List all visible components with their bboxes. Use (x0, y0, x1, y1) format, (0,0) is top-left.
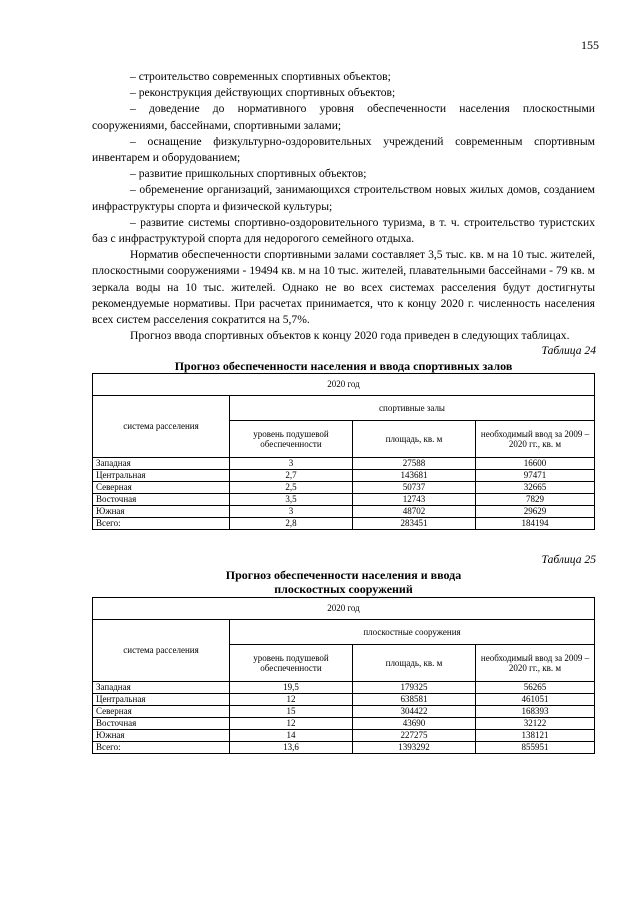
row-area: 50737 (353, 482, 476, 494)
row-level: 2,5 (230, 482, 353, 494)
row-need: 855951 (476, 742, 595, 754)
list-item: – реконструкция действующих спортивных объектов; (130, 86, 396, 100)
row-name: Южная (93, 506, 230, 518)
list-item: – обременение организаций, занимающихся строительством новых жилых домов, созданием инфраструктуры спорта и физической культуры; (92, 183, 595, 213)
row-name: Центральная (93, 694, 230, 706)
table-title-line: Прогноз обеспеченности населения и ввода (225, 568, 462, 582)
table-row-total (93, 518, 595, 530)
table-caption: Таблица 24 (541, 344, 596, 357)
row-name: Восточная (93, 718, 230, 730)
row-area: 12743 (353, 494, 476, 506)
group-header: плоскостные сооружения (230, 620, 595, 645)
page-number: 155 (581, 38, 599, 52)
row-name: Южная (93, 730, 230, 742)
row-level: 3 (230, 506, 353, 518)
row-area: 283451 (353, 518, 476, 530)
row-need: 184194 (476, 518, 595, 530)
table-caption: Таблица 25 (541, 553, 596, 566)
row-need: 461051 (476, 694, 595, 706)
row-name: Северная (93, 482, 230, 494)
table-title-line: плоскостных сооружений (274, 582, 413, 596)
row-level: 13,6 (230, 742, 353, 754)
table-row (93, 458, 595, 470)
row-level: 19,5 (230, 682, 353, 694)
group-header: спортивные залы (230, 396, 595, 421)
row-area: 227275 (353, 730, 476, 742)
column-header-level: уровень подушевой обеспеченности (230, 645, 353, 682)
row-name: Центральная (93, 470, 230, 482)
row-need: 32122 (476, 718, 595, 730)
row-area: 304422 (353, 706, 476, 718)
row-area: 27588 (353, 458, 476, 470)
row-need: 138121 (476, 730, 595, 742)
row-area: 48702 (353, 506, 476, 518)
table-row (93, 682, 595, 694)
flat-facilities-table (92, 597, 595, 754)
row-level: 12 (230, 718, 353, 730)
paragraph: Норматив обеспеченности спортивными залами составляет 3,5 тыс. кв. м на 10 тыс. жителей, плоскостными сооружениями - 19494 кв. м на 10 тыс. жителей, плавательными бассейнами - 79 кв. м зеркала воды на 10 тыс. жителей. Однако не во всех системах расселения будут достигнуты рекомендуемые нормативы. При расчетах принимается, что к концу 2020 г. численность населения всех систем расселения сократится на 5,7%. (92, 248, 595, 327)
row-level: 14 (230, 730, 353, 742)
row-name: Западная (93, 682, 230, 694)
year-header: 2020 год (93, 374, 595, 396)
row-name: Северная (93, 706, 230, 718)
table-row (93, 470, 595, 482)
row-name: Всего: (93, 742, 230, 754)
paragraph: Прогноз ввода спортивных объектов к концу 2020 года приведен в следующих таблицах. (130, 329, 570, 343)
sports-halls-table (92, 373, 595, 530)
column-header-need: необходимый ввод за 2009 – 2020 гг., кв. м (476, 645, 595, 682)
table-row-total (93, 742, 595, 754)
row-name: Западная (93, 458, 230, 470)
row-level: 3,5 (230, 494, 353, 506)
table-row (93, 706, 595, 718)
list-item: – развитие системы спортивно-оздоровительного туризма, в т. ч. строительство туристских баз с инфраструктурой спорта для недорогого семейного отдыха. (92, 215, 595, 246)
body-text (92, 69, 595, 344)
column-header-system: система расселения (93, 620, 230, 682)
row-area: 638581 (353, 694, 476, 706)
row-name: Восточная (93, 494, 230, 506)
list-item: – доведение до нормативного уровня обеспеченности населения плоскостными сооружениями, бассейнами, спортивными залами; (92, 102, 595, 132)
row-need: 29629 (476, 506, 595, 518)
row-need: 32665 (476, 482, 595, 494)
table-title: Прогноз обеспеченности населения и ввода спортивных залов (174, 359, 513, 373)
row-area: 43690 (353, 718, 476, 730)
table-row (93, 506, 595, 518)
row-level: 2,8 (230, 518, 353, 530)
table-row (93, 482, 595, 494)
row-area: 143681 (353, 470, 476, 482)
table-row (93, 694, 595, 706)
table-row (93, 718, 595, 730)
row-area: 179325 (353, 682, 476, 694)
column-header-area: площадь, кв. м (353, 645, 476, 682)
row-name: Всего: (93, 518, 230, 530)
year-header: 2020 год (93, 598, 595, 620)
row-need: 16600 (476, 458, 595, 470)
row-area: 1393292 (353, 742, 476, 754)
list-item: – оснащение физкультурно-оздоровительных учреждений современным спортивным инвентарем и оборудованием; (92, 134, 595, 165)
column-header-system: система расселения (93, 396, 230, 458)
row-need: 7829 (476, 494, 595, 506)
row-level: 3 (230, 458, 353, 470)
column-header-level: уровень подушевой обеспеченности (230, 421, 353, 458)
list-item: – строительство современных спортивных объектов; (130, 70, 391, 83)
row-need: 56265 (476, 682, 595, 694)
list-item: – развитие пришкольных спортивных объектов; (130, 167, 367, 181)
table-row (93, 730, 595, 742)
row-level: 12 (230, 694, 353, 706)
column-header-need: необходимый ввод за 2009 – 2020 гг., кв. м (476, 421, 595, 458)
table-title (92, 568, 595, 596)
table-row (93, 494, 595, 506)
column-header-area: площадь, кв. м (353, 421, 476, 458)
row-need: 97471 (476, 470, 595, 482)
row-need: 168393 (476, 706, 595, 718)
row-level: 2,7 (230, 470, 353, 482)
row-level: 15 (230, 706, 353, 718)
